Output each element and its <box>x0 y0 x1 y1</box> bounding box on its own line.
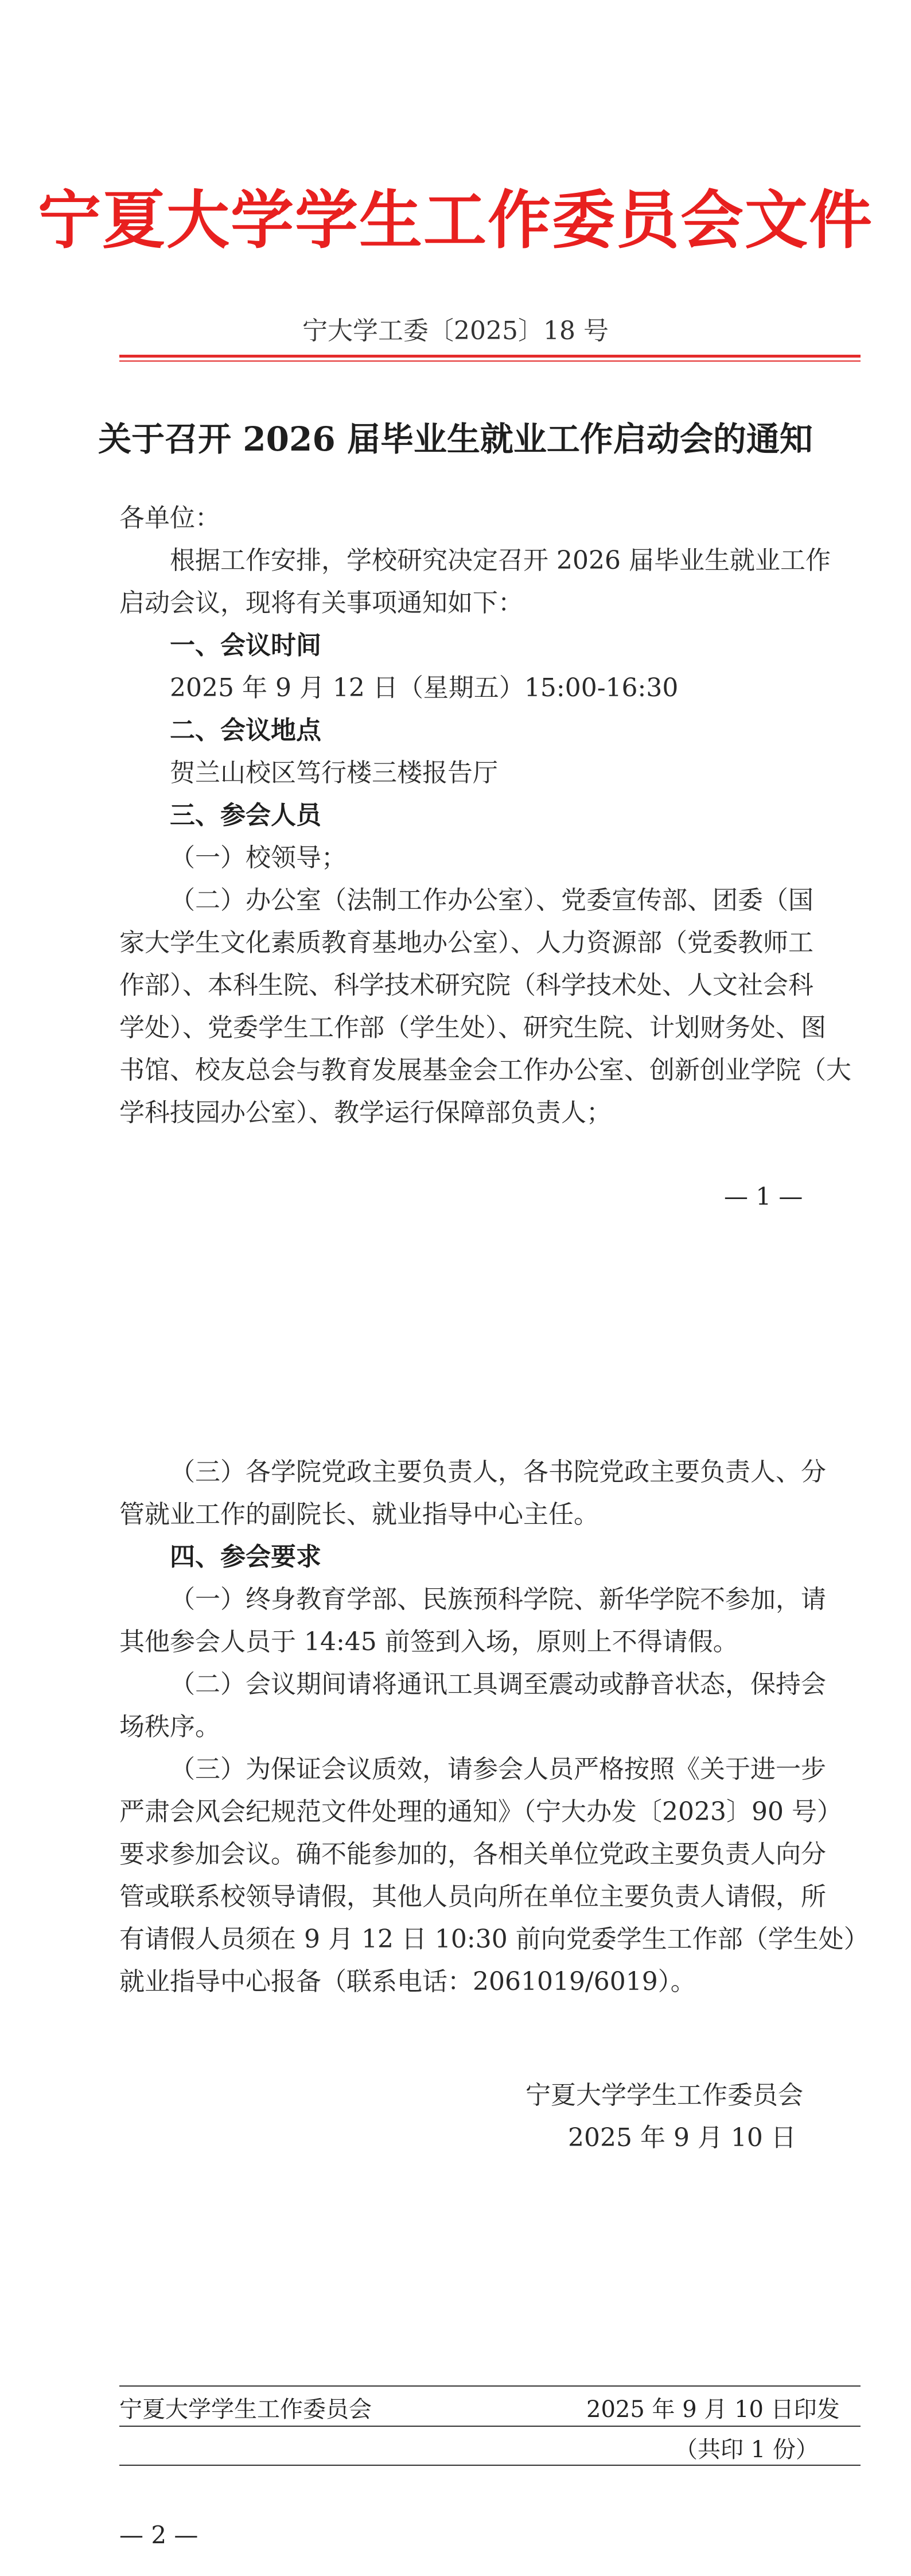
notice-heading: 关于召开 2026 届毕业生就业工作启动会的通知 <box>98 420 813 459</box>
section-3-item-2-line: 书馆、校友总会与教育发展基金会工作办公室、创新创业学院（大 <box>119 1056 851 1085</box>
red-divider-thick <box>119 355 861 358</box>
section-4-item-2-line: （二）会议期间请将通讯工具调至震动或静音状态，保持会 <box>170 1670 826 1699</box>
section-1-text: 2025 年 9 月 12 日（星期五）15:00-16:30 <box>170 673 679 703</box>
footer-copies: （共印 1 份） <box>675 2437 819 2463</box>
page-1-number: — 1 — <box>724 1182 803 1211</box>
red-divider-thin <box>119 360 861 362</box>
section-3-item-3-line: 管就业工作的副院长、就业指导中心主任。 <box>119 1500 599 1529</box>
section-4-item-3-line: 要求参加会议。确不能参加的，各相关单位党政主要负责人向分 <box>119 1840 826 1869</box>
section-3-item-2-line: （二）办公室（法制工作办公室）、党委宣传部、团委（国 <box>170 886 813 915</box>
section-4-item-3-line: 就业指导中心报备（联系电话：2061019/6019）。 <box>119 1967 696 1996</box>
section-3-item-2-line: 学科技园办公室）、教学运行保障部负责人； <box>119 1098 612 1127</box>
footer-print-date: 2025 年 9 月 10 日印发 <box>586 2396 840 2423</box>
footer-rule-middle <box>119 2426 861 2427</box>
section-4-item-3-line: 严肃会风会纪规范文件处理的通知》（宁大办发〔2023〕90 号） <box>119 1797 842 1826</box>
document-number: 宁大学工委〔2025〕18 号 <box>302 316 609 346</box>
footer-rule-top <box>119 2385 861 2387</box>
section-3-item-3-line: （三）各学院党政主要负责人，各书院党政主要负责人、分 <box>170 1457 826 1487</box>
signature-org: 宁夏大学学生工作委员会 <box>525 2081 803 2110</box>
section-3-item-2-line: 作部）、本科生院、科学技术研究院（科学技术处、人文社会科 <box>119 971 813 1000</box>
signature-date: 2025 年 9 月 10 日 <box>568 2123 796 2152</box>
section-3-item-2-line: 学处）、党委学生工作部（学生处）、研究生院、计划财务处、图 <box>119 1013 826 1042</box>
intro-line-2: 启动会议，现将有关事项通知如下： <box>119 588 523 618</box>
section-3-title: 三、参会人员 <box>170 801 321 830</box>
section-3-item-1: （一）校领导； <box>170 843 347 872</box>
document-title: 宁夏大学学生工作委员会文件 <box>38 183 873 257</box>
section-3-item-2-line: 家大学生文化素质教育基地办公室）、人力资源部（党委教师工 <box>119 928 813 957</box>
section-1-title: 一、会议时间 <box>170 631 321 660</box>
footer-issuer: 宁夏大学学生工作委员会 <box>119 2396 372 2423</box>
section-2-title: 二、会议地点 <box>170 716 321 745</box>
salutation: 各单位： <box>119 503 220 533</box>
section-4-item-2-line: 场秩序。 <box>119 1712 220 1741</box>
section-4-item-3-line: 管或联系校领导请假，其他人员向所在单位主要负责人请假，所 <box>119 1882 826 1911</box>
section-4-item-3-line: 有请假人员须在 9 月 12 日 10:30 前向党委学生工作部（学生处） <box>119 1925 869 1954</box>
section-4-item-3-line: （三）为保证会议质效，请参会人员严格按照《关于进一步 <box>170 1755 826 1784</box>
section-2-text: 贺兰山校区笃行楼三楼报告厅 <box>170 758 498 787</box>
intro-line-1: 根据工作安排，学校研究决定召开 2026 届毕业生就业工作 <box>170 546 831 575</box>
section-4-item-1-line: （一）终身教育学部、民族预科学院、新华学院不参加，请 <box>170 1585 826 1614</box>
section-4-item-1-line: 其他参会人员于 14:45 前签到入场，原则上不得请假。 <box>119 1627 738 1656</box>
page-2-number: — 2 — <box>119 2521 198 2549</box>
footer-rule-bottom <box>119 2465 861 2466</box>
section-4-title: 四、参会要求 <box>170 1542 321 1572</box>
